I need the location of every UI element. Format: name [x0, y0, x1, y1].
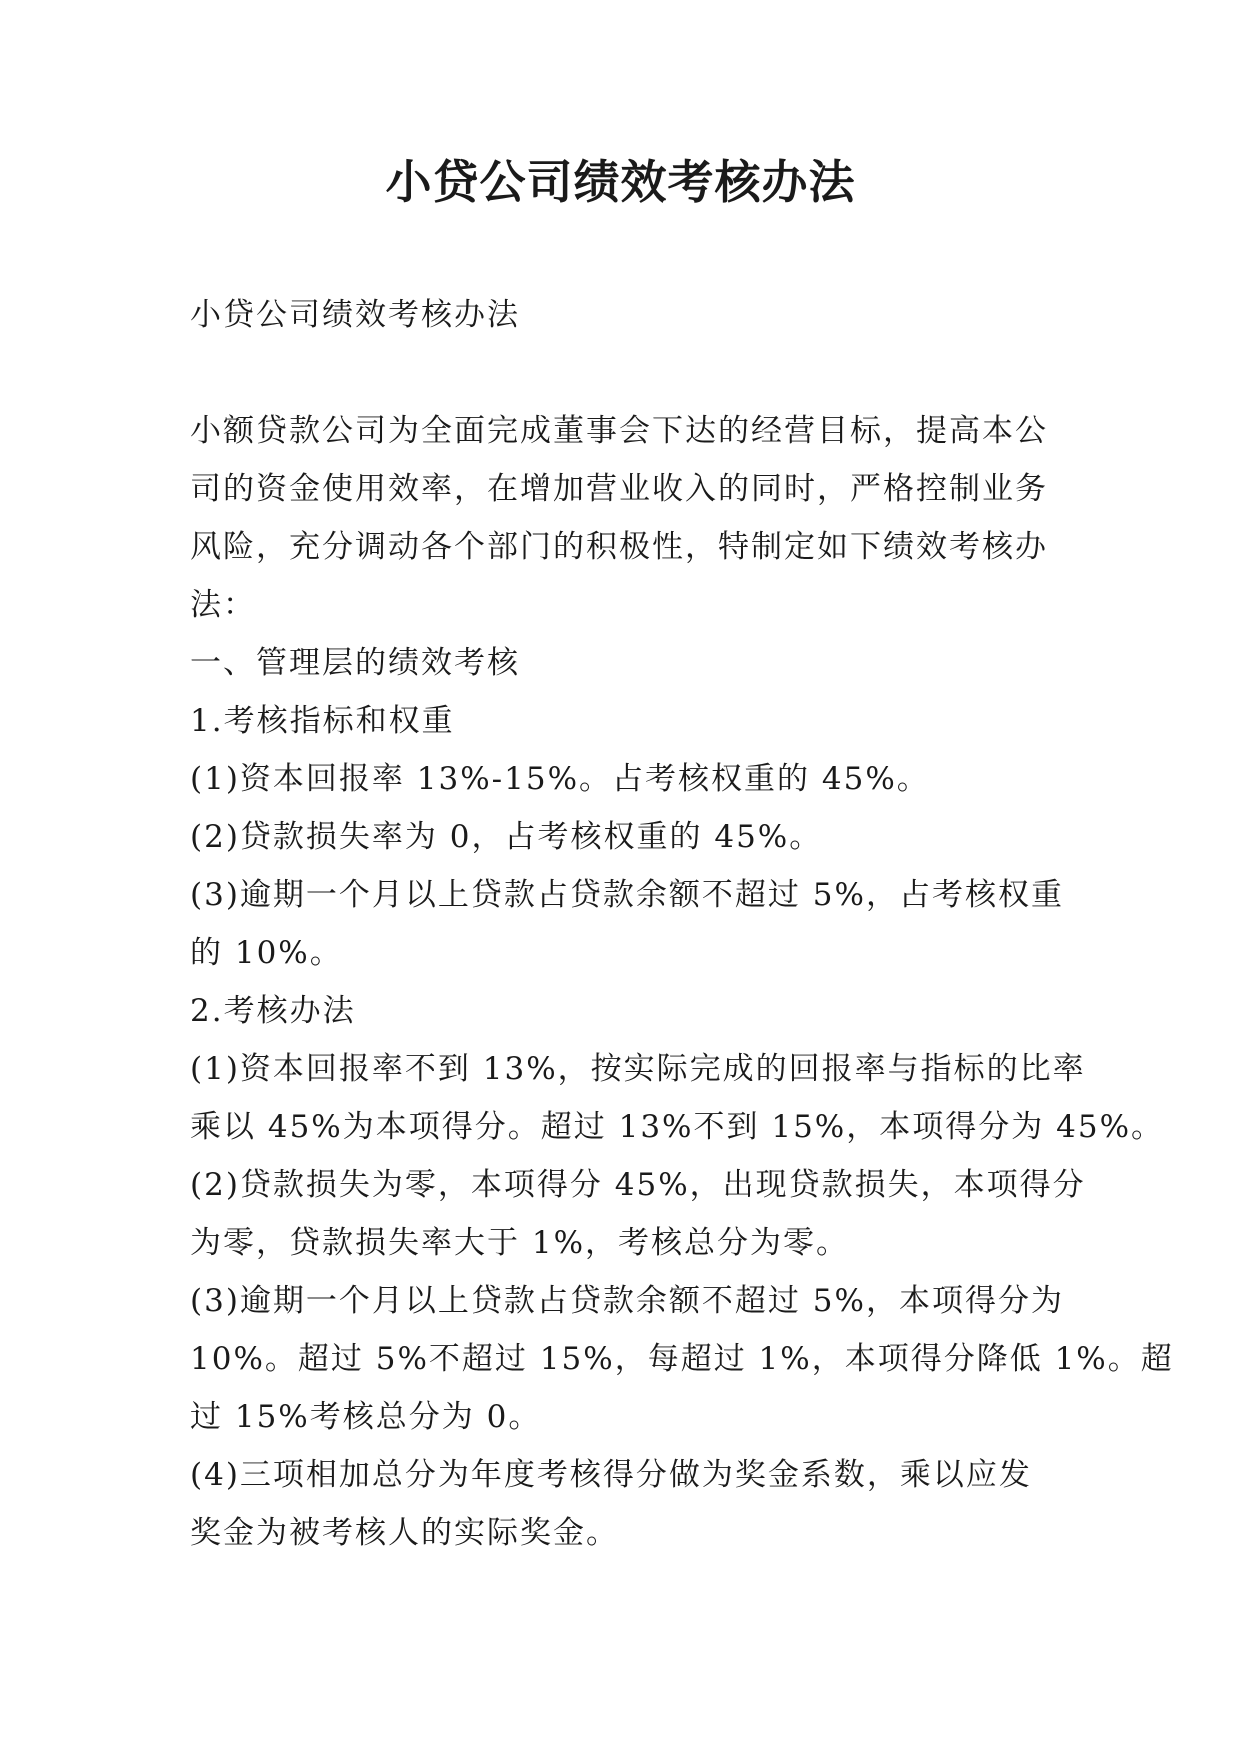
document-title: 小贷公司绩效考核办法	[385, 155, 856, 209]
body-line: 过 15%考核总分为 0。	[190, 1399, 542, 1435]
body-line: (2)贷款损失率为 0，占考核权重的 45%。	[190, 819, 823, 855]
body-line: 奖金为被考核人的实际奖金。	[190, 1515, 619, 1551]
document-body	[190, 402, 1174, 1562]
body-line: 的 10%。	[190, 935, 343, 971]
body-line: 司的资金使用效率，在增加营业收入的同时，严格控制业务	[190, 471, 1048, 507]
body-line: 为零，贷款损失率大于 1%，考核总分为零。	[190, 1225, 850, 1261]
body-line: (1)资本回报率不到 13%，按实际完成的回报率与指标的比率	[190, 1051, 1086, 1087]
body-line: 小额贷款公司为全面完成董事会下达的经营目标，提高本公	[190, 413, 1048, 449]
body-line: 法：	[190, 587, 256, 623]
subsection-heading: 1.考核指标和权重	[190, 703, 455, 739]
section-heading: 一、管理层的绩效考核	[190, 645, 520, 681]
body-line: (3)逾期一个月以上贷款占贷款余额不超过 5%，占考核权重	[190, 877, 1064, 913]
body-line: (4)三项相加总分为年度考核得分做为奖金系数，乘以应发	[190, 1457, 1032, 1493]
body-line: (3)逾期一个月以上贷款占贷款余额不超过 5%，本项得分为	[190, 1283, 1064, 1319]
subsection-heading: 2.考核办法	[190, 993, 356, 1029]
body-line: 10%。超过 5%不超过 15%，每超过 1%，本项得分降低 1%。超	[190, 1341, 1174, 1377]
body-line: 乘以 45%为本项得分。超过 13%不到 15%，本项得分为 45%。	[190, 1109, 1165, 1145]
body-line: 风险，充分调动各个部门的积极性，特制定如下绩效考核办	[190, 529, 1048, 565]
body-line: (1)资本回报率 13%-15%。占考核权重的 45%。	[190, 761, 930, 797]
document-subtitle: 小贷公司绩效考核办法	[190, 297, 520, 333]
body-line: (2)贷款损失为零，本项得分 45%，出现贷款损失，本项得分	[190, 1167, 1086, 1203]
